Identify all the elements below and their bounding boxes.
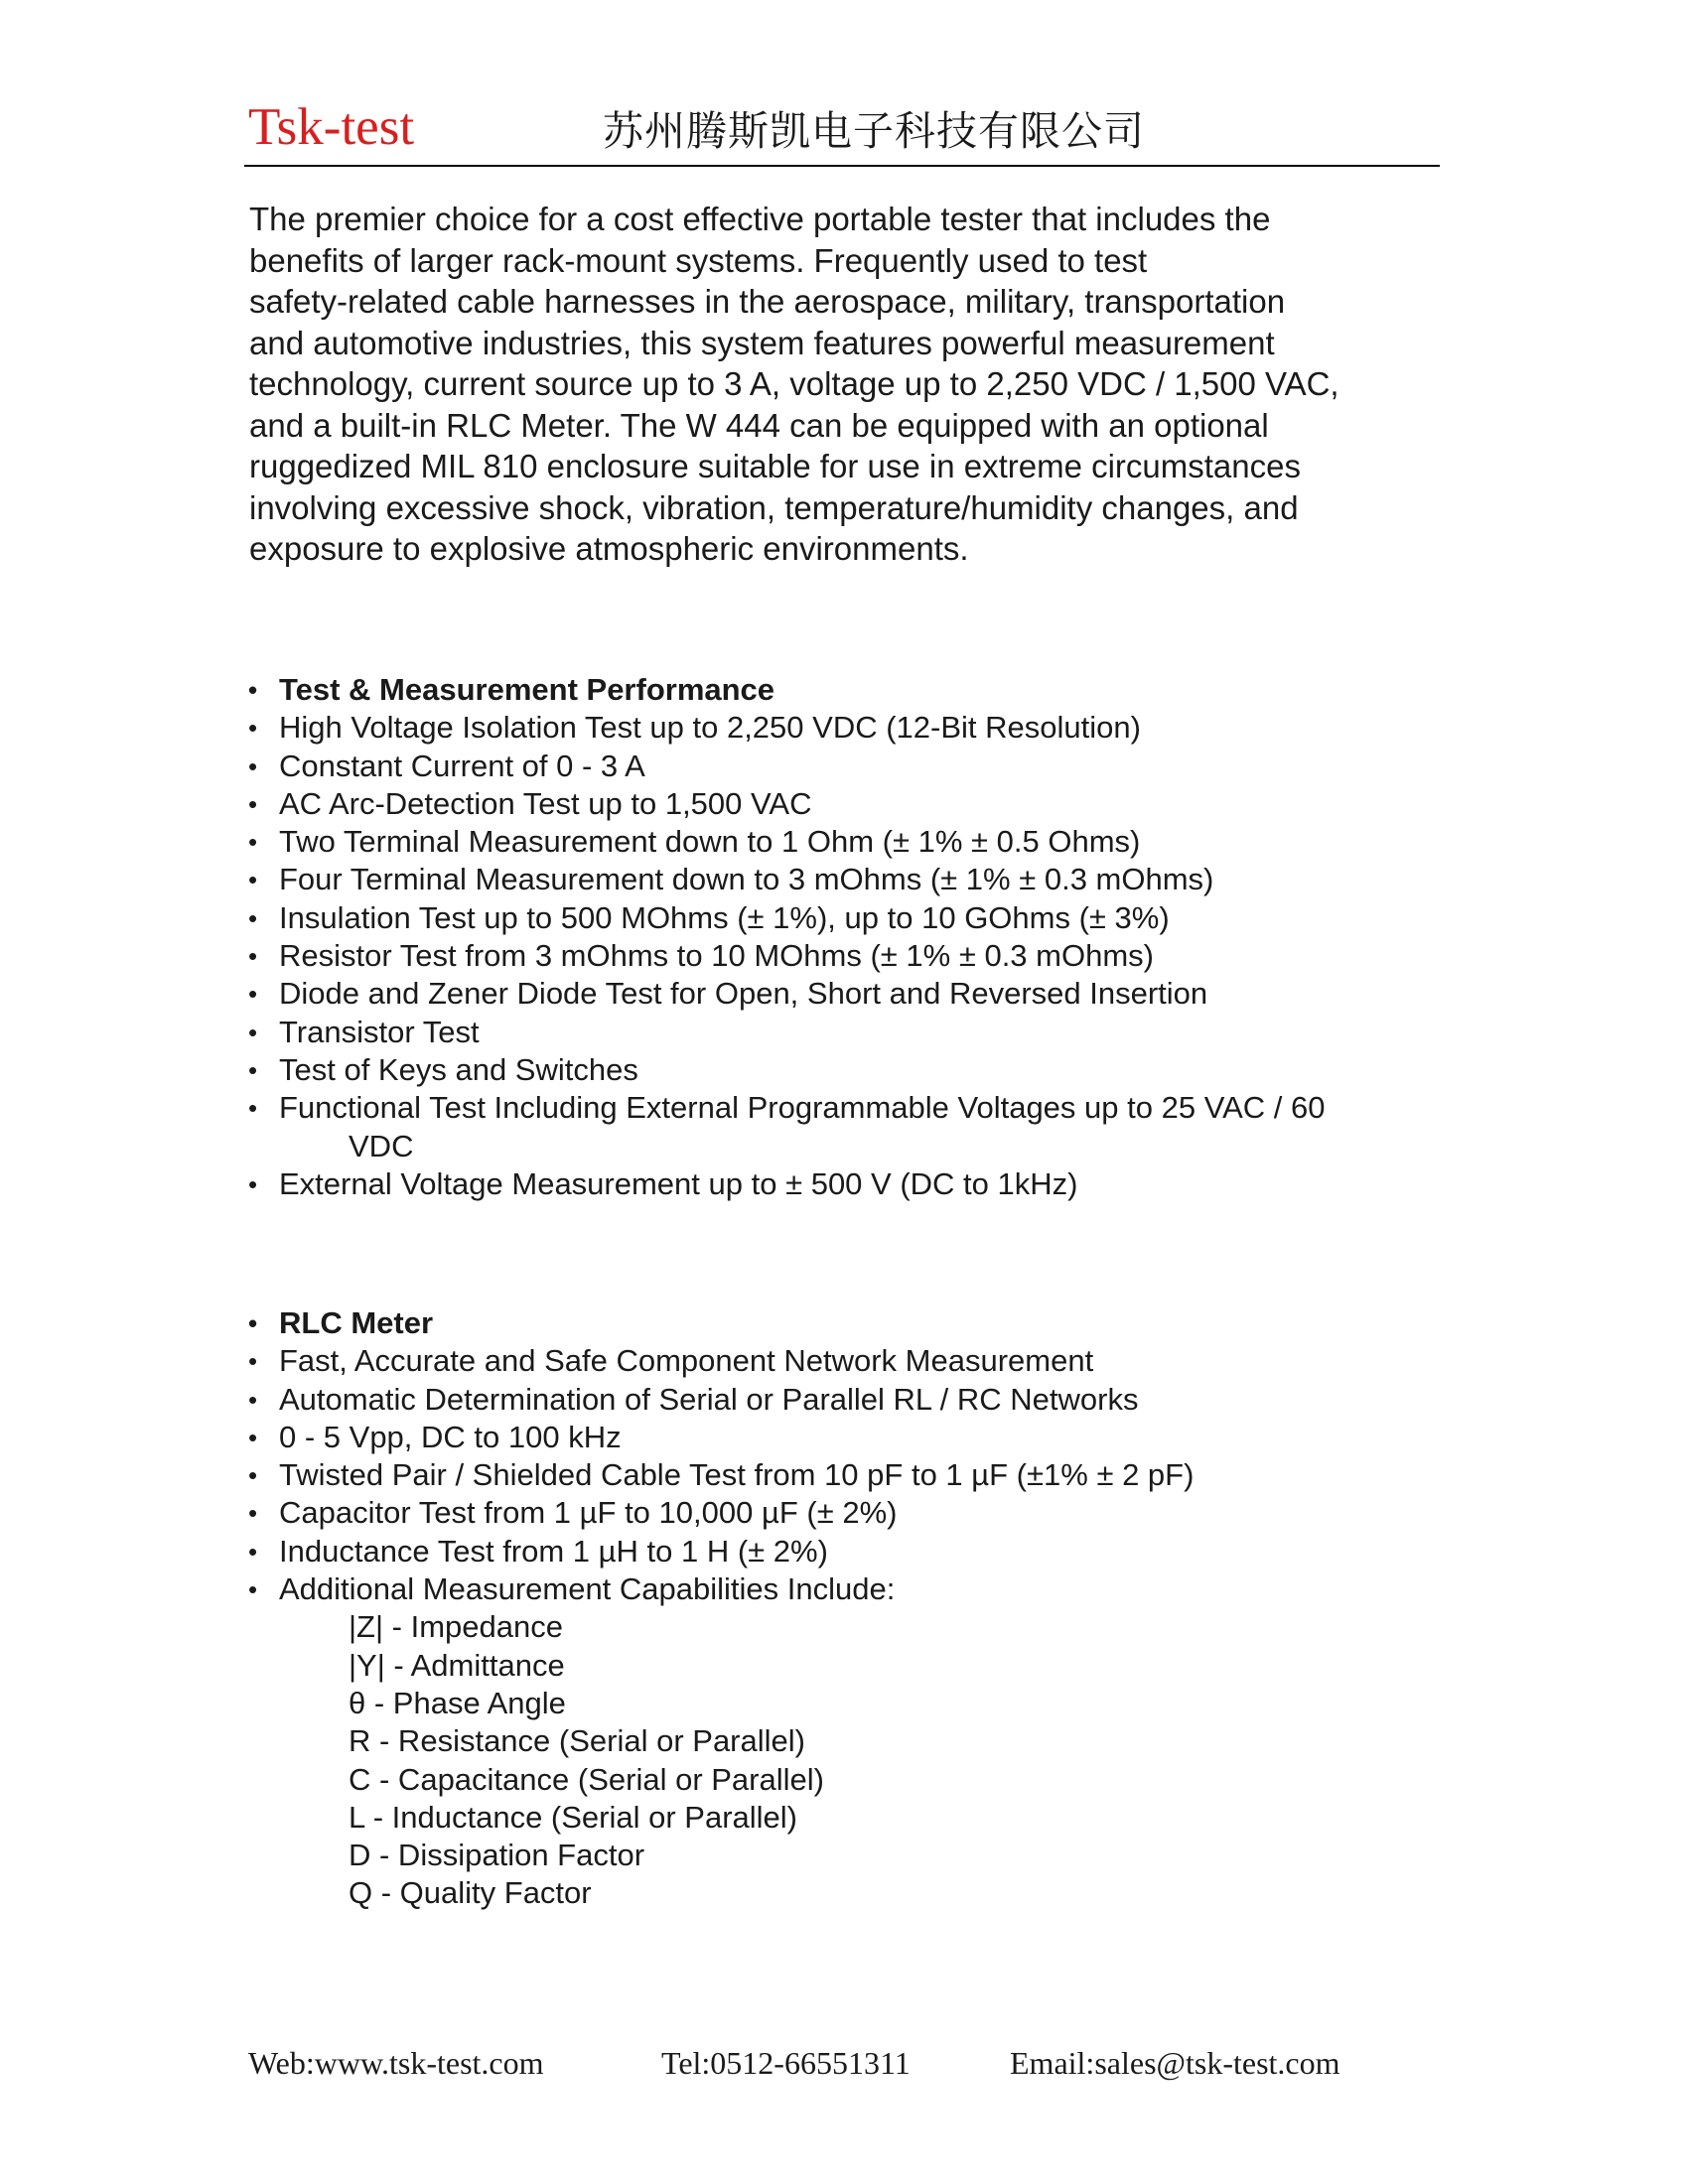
bullet-icon: • [248,1346,258,1377]
intro-line: involving excessive shock, vibration, temperature/humidity changes, and [249,488,1299,526]
bullet-icon: • [248,713,258,744]
list-item [245,1051,1325,1089]
list-item [245,1533,1194,1570]
bullet-icon: • [248,1168,258,1199]
list-item [245,899,1325,937]
bullet-icon: • [248,1498,258,1529]
bullet-icon: • [248,788,258,819]
list-item [245,1014,1325,1051]
bullet-icon: • [248,1574,258,1605]
list-item-continuation: VDC [349,1128,414,1163]
intro-line: ruggedized MIL 810 enclosure suitable for use in extreme circumstances [249,448,1301,484]
list-item [245,1456,1194,1494]
section-heading-text: RLC Meter [279,1305,434,1340]
intro-line: and a built-in RLC Meter. The W 444 can be equipped with an optional [249,406,1269,444]
intro-paragraph [249,199,1441,570]
bullet-icon: • [248,1422,258,1452]
header-divider [244,165,1440,167]
intro-line: technology, current source up to 3 A, voltage up to 2,250 VDC / 1,500 VAC, [249,365,1339,402]
list-item [245,975,1325,1013]
list-item-text: Diode and Zener Diode Test for Open, Short and Reversed Insertion [279,976,1208,1012]
list-item-text: Functional Test Including External Programmable Voltages up to 25 VAC / 60 [279,1090,1326,1126]
intro-line: safety-related cable harnesses in the aerospace, military, transportation [249,283,1286,320]
bullet-icon: • [248,865,258,895]
bullet-icon: • [248,1460,258,1491]
performance-list [245,671,1325,1203]
sub-item: D - Dissipation Factor [349,1838,645,1873]
bullet-icon: • [248,827,258,858]
sub-item: |Z| - Impedance [349,1609,563,1645]
list-item-text: Constant Current of 0 - 3 A [279,748,645,783]
list-item-text: External Voltage Measurement up to ± 500 V (DC to 1kHz) [279,1165,1078,1201]
bullet-icon: • [248,979,258,1010]
list-item [245,1089,1325,1127]
list-item-text: Additional Measurement Capabilities Include: [279,1571,896,1607]
section-heading-text: Test & Measurement Performance [279,672,775,707]
brand-logo-text: Tsk-test [248,98,415,156]
bullet-icon: • [248,1017,258,1047]
list-item-text: Transistor Test [279,1014,480,1049]
list-item-text: Insulation Test up to 500 MOhms (± 1%), up to 10 GOhms (± 3%) [279,899,1170,935]
list-item [245,861,1325,898]
bullet-icon: • [248,1384,258,1415]
bullet-icon: • [248,675,258,705]
list-item [245,748,1325,785]
list-item [245,937,1325,975]
list-item [245,1494,1194,1532]
rlc-meter-list [245,1304,1194,1913]
section-heading [245,1304,1194,1342]
list-item-text: Inductance Test from 1 µH to 1 H (± 2%) [279,1533,828,1569]
list-item-text: Capacitor Test from 1 µF to 10,000 µF (± 2%) [279,1495,898,1531]
bullet-icon: • [248,1054,258,1085]
list-item [245,1570,1194,1608]
intro-line: exposure to explosive atmospheric environments. [249,530,969,567]
list-item [245,1165,1325,1203]
list-item-text: Two Terminal Measurement down to 1 Ohm (± 1% ± 0.5 Ohms) [279,824,1141,860]
page-header [245,99,1439,165]
bullet-icon: • [248,1093,258,1124]
list-item-text: Automatic Determination of Serial or Parallel RL / RC Networks [279,1381,1139,1417]
page-footer [0,2045,1688,2089]
sub-item: Q - Quality Factor [349,1875,592,1911]
list-item [245,785,1325,823]
list-item [245,1381,1194,1419]
list-item [245,823,1325,861]
company-name: 苏州腾斯凯电子科技有限公司 [603,107,1145,155]
list-item-text: Four Terminal Measurement down to 3 mOhms (± 1% ± 0.3 mOhms) [279,862,1214,897]
list-item-text: AC Arc-Detection Test up to 1,500 VAC [279,785,812,821]
sub-item: |Y| - Admittance [349,1647,565,1683]
intro-line: and automotive industries, this system features powerful measurement [249,324,1275,361]
sub-item: L - Inductance (Serial or Parallel) [349,1799,797,1835]
list-item-text: High Voltage Isolation Test up to 2,250 VDC (12-Bit Resolution) [279,710,1141,746]
list-item [245,1342,1194,1380]
list-item-text: Twisted Pair / Shielded Cable Test from 10 pF to 1 µF (±1% ± 2 pF) [279,1457,1195,1493]
list-item [245,1419,1194,1456]
bullet-icon: • [248,751,258,781]
section-heading [245,671,1325,709]
list-item-text: Test of Keys and Switches [279,1051,638,1087]
bullet-icon: • [248,1536,258,1567]
list-item [245,709,1325,747]
list-item-text: Fast, Accurate and Safe Component Network Measurement [279,1343,1094,1379]
intro-line: benefits of larger rack-mount systems. Frequently used to test [249,241,1148,279]
footer-email: Email:sales@tsk-test.com [1010,2045,1340,2081]
list-item-text: 0 - 5 Vpp, DC to 100 kHz [279,1419,622,1454]
sub-item: R - Resistance (Serial or Parallel) [349,1723,805,1759]
bullet-icon: • [248,1308,258,1338]
sub-item: C - Capacitance (Serial or Parallel) [349,1761,824,1797]
bullet-icon: • [248,941,258,972]
sub-item: θ - Phase Angle [349,1685,566,1720]
footer-tel: Tel:0512-66551311 [661,2045,911,2081]
footer-web: Web:www.tsk-test.com [248,2045,544,2081]
intro-line: The premier choice for a cost effective portable tester that includes the [249,201,1271,237]
list-item-text: Resistor Test from 3 mOhms to 10 MOhms (± 1% ± 0.3 mOhms) [279,938,1154,974]
bullet-icon: • [248,902,258,933]
